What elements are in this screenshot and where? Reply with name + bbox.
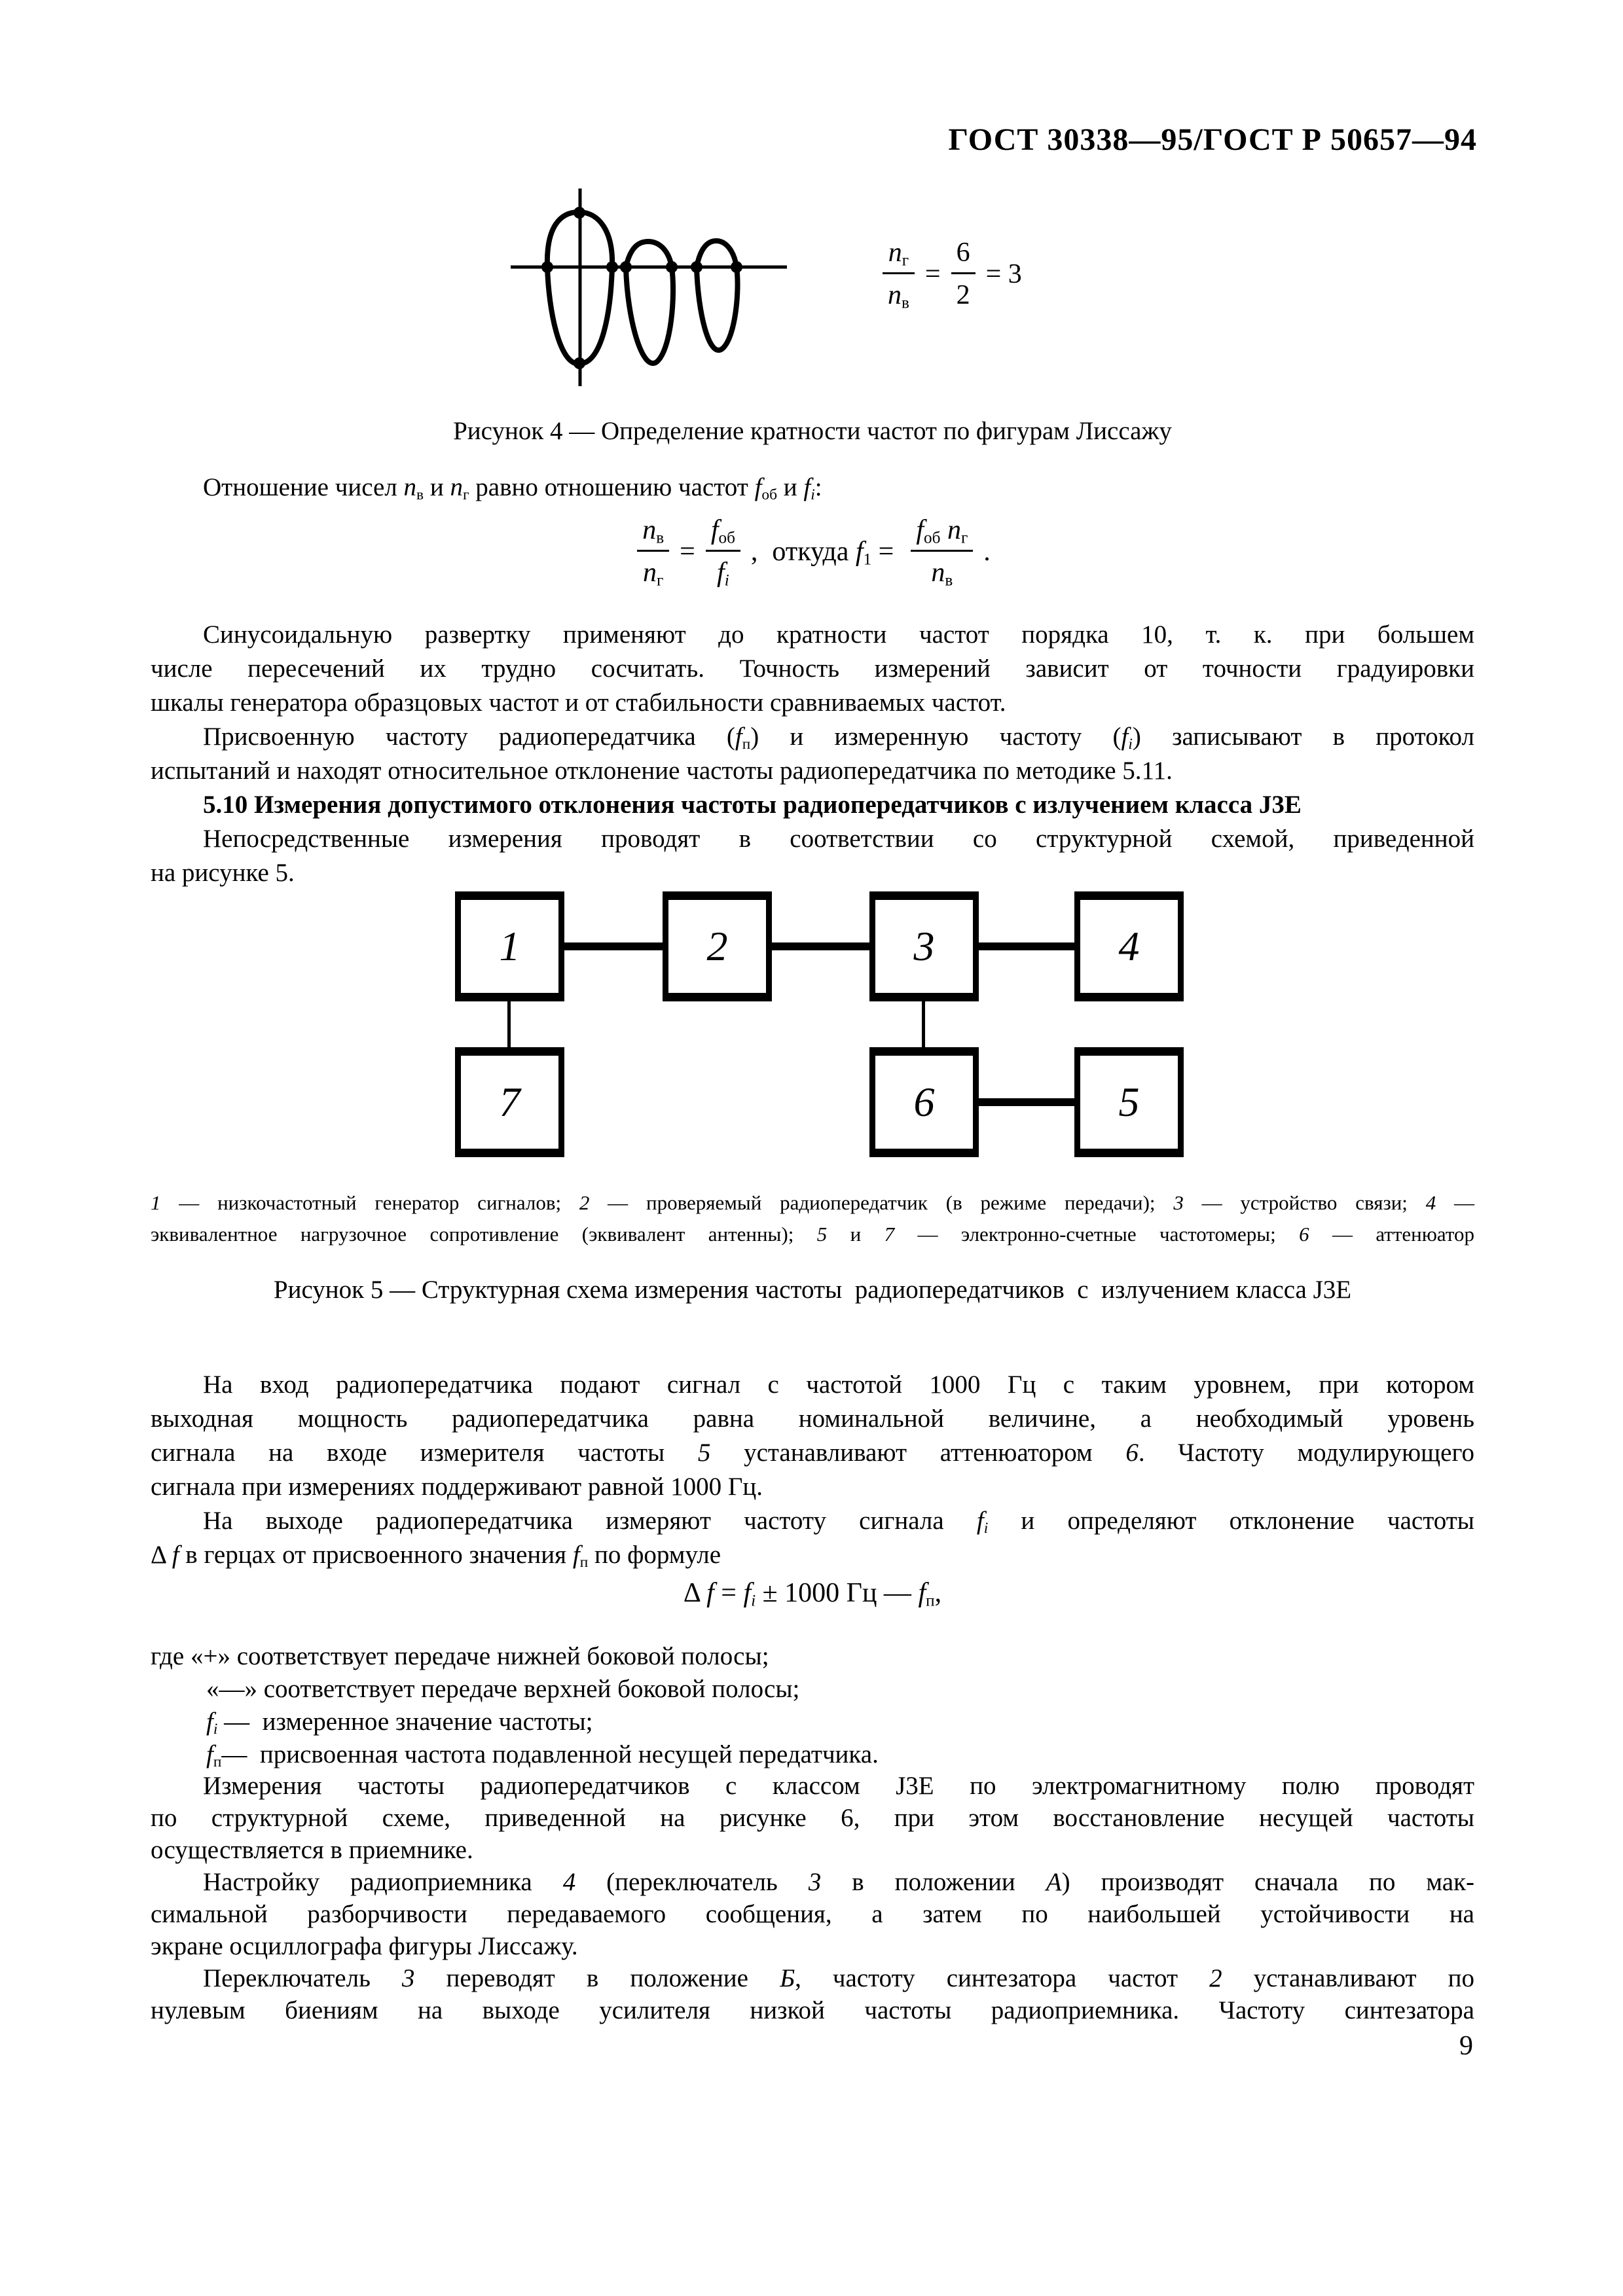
- text-line: испытаний и находят относительное отклонение частоты радиопередатчика по методике 5.11.: [151, 757, 1173, 785]
- ratio-formula: [151, 514, 1474, 588]
- text-line: на рисунке 5.: [151, 859, 295, 887]
- crossing-dot: [691, 261, 702, 273]
- text-line: шкалы генератора образцовых частот и от стабильности сравниваемых частот.: [151, 689, 1006, 717]
- text-line: «—» соответствует передаче верхней боковой полосы;: [206, 1675, 800, 1703]
- text-line: сигнала на входе измерителя частоты 5 устанавливают аттенюатором 6. Частоту модулирующего: [151, 1439, 1474, 1467]
- text-line: Δ f в герцах от присвоенного значения $f_п$ по формуле: [151, 1541, 721, 1571]
- delta-f-formula: Δ $f = f_i \pm 1000$ Гц — $f_п$,: [683, 1578, 942, 1610]
- fraction: [706, 514, 740, 588]
- diagram-box-7: 7: [455, 1047, 564, 1157]
- lissajous-figure: [504, 181, 799, 391]
- fraction: [911, 514, 973, 588]
- legend-line: эквивалентное нагрузочное сопротивление (эквивалент антенны); 5 и 7 — электронно-счетные частотомеры; 6 — аттенюатор: [151, 1223, 1474, 1246]
- connector-line: [771, 942, 871, 950]
- equals-sign: =: [924, 259, 941, 289]
- legend-line: 1 — низкочастотный генератор сигналов; 2 — проверяемый радиопередатчик (в режиме передачи); 3 — устройство связи; 4 —: [151, 1191, 1475, 1214]
- fraction: [637, 514, 669, 588]
- text-line: числе пересечений их трудно сосчитать. Точность измерений зависит от точности градуировки: [151, 655, 1474, 683]
- text-line: Непосредственные измерения проводят в соответствии со структурной схемой, приведенной: [203, 825, 1474, 853]
- text-line: Отношение чисел $n_в$ и $n_г$ равно отношению частот $f_{об}$ и $f_i$:: [203, 473, 822, 503]
- paragraph-block-2: [151, 1368, 1474, 1572]
- text-line: Присвоенную частоту радиопередатчика $(f_п)$ и измеренную частоту $(f_i)$ записывают в протокол: [203, 723, 1475, 753]
- connector-line: [977, 942, 1076, 950]
- fraction-denominator: $n_в$: [888, 280, 909, 312]
- fraction-denominator: $n_в$: [931, 558, 953, 590]
- paragraph-block-1: [151, 618, 1474, 890]
- fraction-numerator: $n_в$: [637, 514, 669, 552]
- diagram-box-6: 6: [869, 1047, 979, 1157]
- text-line: симальной разборчивости передаваемого сообщения, а затем по наибольшей устойчивости на: [151, 1900, 1474, 1928]
- fraction: [883, 237, 915, 311]
- diagram-box-1: 1: [455, 891, 564, 1001]
- text-line: нулевым биениям на выходе усилителя низкой частоты радиоприемника. Частоту синтезатора: [151, 1996, 1474, 2024]
- connector-line: [563, 942, 664, 950]
- crossing-dot: [666, 261, 678, 273]
- fraction-denominator: 2: [956, 280, 970, 310]
- fraction-numerator: $f_{об}$: [706, 514, 740, 552]
- text-line: Синусоидальную развертку применяют до кратности частот порядка 10, т. к. при большем: [203, 620, 1474, 649]
- crossing-dot: [606, 261, 618, 273]
- comma: ,: [750, 536, 758, 567]
- connector-line: [507, 1000, 511, 1049]
- text-line: На вход радиопередатчика подают сигнал с частотой 1000 Гц с таким уровнем, при котором: [203, 1371, 1474, 1399]
- crossing-dot: [731, 261, 742, 273]
- text-line: Измерения частоты радиопередатчиков с классом J3E по электромагнитному полю проводят: [203, 1772, 1474, 1800]
- crossing-dot: [620, 261, 632, 273]
- text-line: экране осциллографа фигуры Лиссажу.: [151, 1932, 578, 1960]
- fraction-denominator: $f_i$: [717, 558, 729, 590]
- figure5-caption: Рисунок 5 — Структурная схема измерения частоты радиопередатчиков с излучением класса J3E: [273, 1276, 1352, 1304]
- where-list: [151, 1640, 1474, 1771]
- diagram-box-2: 2: [663, 891, 772, 1001]
- text-line: На выходе радиопередатчика измеряют частоту сигнала $f_i$ и определяют отклонение частоты: [203, 1507, 1474, 1537]
- diagram-box-5: 5: [1074, 1047, 1184, 1157]
- text-line: Переключатель 3 переводят в положение Б, частоту синтезатора частот 2 устанавливают по: [203, 1964, 1474, 1992]
- text-line: сигнала при измерениях поддерживают равной 1000 Гц.: [151, 1473, 763, 1501]
- formula-text: откуда $f_1$ =: [772, 536, 894, 568]
- text-line: по структурной схеме, приведенной на рисунке 6, при этом восстановление несущей частоты: [151, 1804, 1474, 1832]
- figure4-caption: Рисунок 4 — Определение кратности частот по фигурам Лиссажу: [453, 417, 1172, 445]
- period: .: [983, 536, 991, 567]
- intro-paragraph: [151, 473, 1474, 502]
- figure5-legend: [151, 1187, 1474, 1250]
- page-header: ГОСТ 30338—95/ГОСТ Р 50657—94: [948, 122, 1477, 157]
- text-line: $f_i$ — измеренное значение частоты;: [206, 1708, 593, 1738]
- fraction-numerator: $n_г$: [883, 237, 915, 274]
- fraction-denominator: $n_г$: [643, 558, 664, 590]
- fraction: [951, 237, 976, 311]
- section-heading-5-10: 5.10 Измерения допустимого отклонения частоты радиопередатчиков с излучением класса J3E: [203, 791, 1302, 819]
- diagram-box-4: 4: [1074, 891, 1184, 1001]
- connector-line: [922, 1000, 925, 1049]
- lissajous-curve: [626, 242, 673, 363]
- crossing-dot: [574, 357, 585, 369]
- connector-line: [977, 1098, 1076, 1106]
- text-line: выходная мощность радиопередатчика равна номинальной величине, а необходимый уровень: [151, 1405, 1474, 1433]
- fraction-numerator: $f_{об}$ $n_г$: [911, 514, 973, 552]
- crossing-dot: [541, 261, 553, 273]
- text-line: где «+» соответствует передаче нижней боковой полосы;: [151, 1642, 769, 1670]
- figure4-ratio-formula: [876, 237, 1072, 311]
- crossing-dot: [574, 207, 585, 219]
- equals-result: = 3: [985, 259, 1022, 289]
- text-line: Настройку радиоприемника 4 (переключатель 3 в положении А) производят сначала по мак-: [203, 1868, 1475, 1896]
- text-line: $f_п—$ присвоенная частота подавленной несущей передатчика.: [206, 1740, 879, 1770]
- page-number: 9: [1459, 2031, 1473, 2061]
- text-line: осуществляется в приемнике.: [151, 1836, 473, 1864]
- paragraph-block-3: [151, 1770, 1474, 2026]
- equals-sign: =: [680, 536, 695, 567]
- diagram-box-3: 3: [869, 891, 979, 1001]
- lissajous-curve: [697, 241, 738, 350]
- fraction-numerator: 6: [951, 237, 976, 274]
